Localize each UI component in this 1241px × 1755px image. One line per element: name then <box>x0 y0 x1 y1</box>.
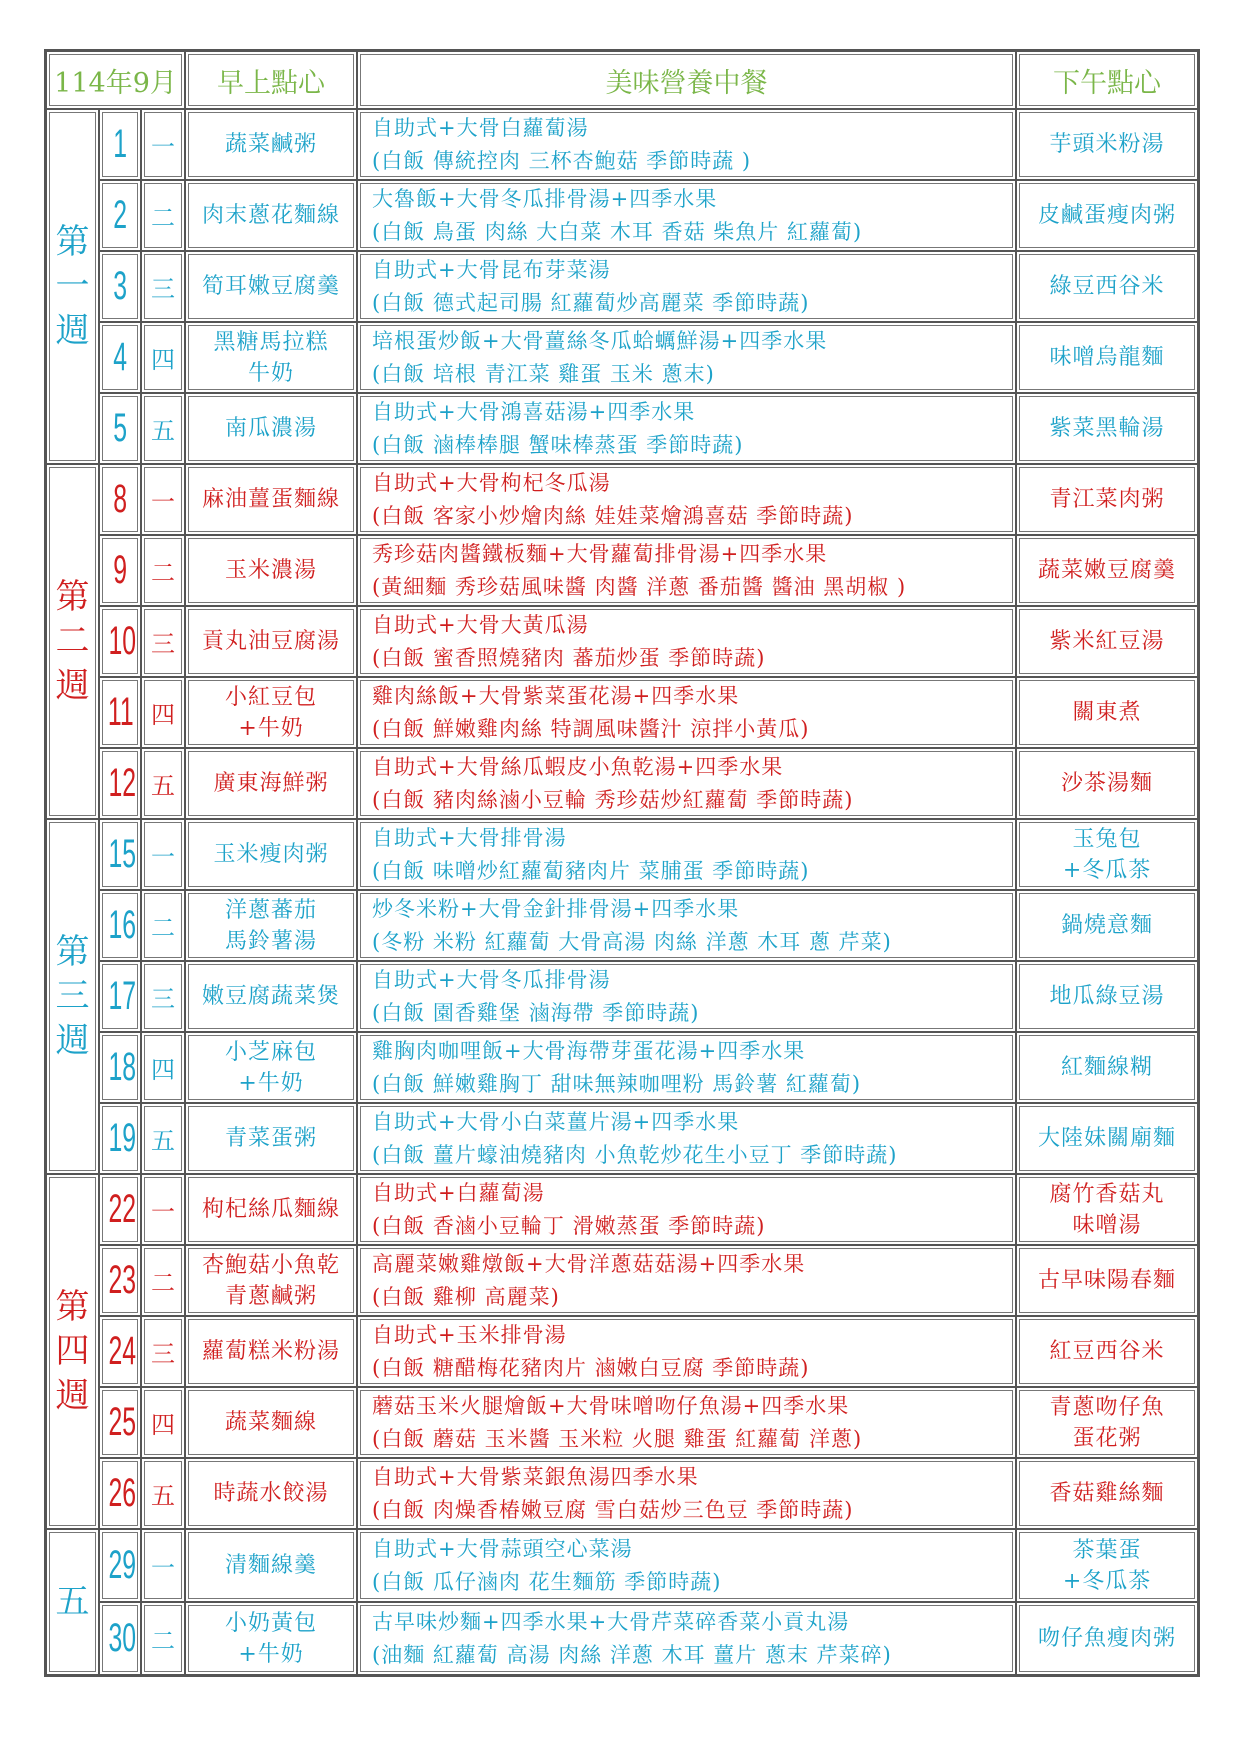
afternoon-item: 鍋燒意麵 <box>1061 913 1154 938</box>
date-number: 26 <box>108 1471 137 1515</box>
afternoon-cell <box>1016 322 1198 393</box>
date-cell <box>99 677 141 748</box>
weekday-cell: 五 <box>141 748 185 819</box>
weekday-cell: 三 <box>141 1316 185 1387</box>
week-label-char: 一 <box>55 266 90 307</box>
afternoon-item: 吻仔魚瘦肉粥 <box>1038 1626 1177 1651</box>
afternoon-cell <box>1016 535 1198 606</box>
day-row <box>46 1387 1198 1458</box>
date-number: 4 <box>113 335 127 379</box>
lunch-main: 雞肉絲飯+大骨紫菜蛋花湯+四季水果 <box>372 683 740 708</box>
afternoon-cell <box>1016 961 1198 1032</box>
date-number: 19 <box>108 1116 137 1160</box>
lunch-cell <box>357 464 1016 535</box>
lunch-main: 大魯飯+大骨冬瓜排骨湯+四季水果 <box>372 186 718 211</box>
breakfast-cell <box>185 1316 357 1387</box>
afternoon-cell <box>1016 1032 1198 1103</box>
weekday-cell: 四 <box>141 322 185 393</box>
breakfast-cell <box>185 393 357 464</box>
breakfast-item: 南瓜濃湯 <box>225 416 318 441</box>
weekday-cell: 一 <box>141 464 185 535</box>
lunch-detail: (白飯 雞柳 高麗菜) <box>372 1284 560 1309</box>
lunch-cell <box>357 180 1016 251</box>
date-number: 30 <box>108 1616 137 1660</box>
weekday-cell: 二 <box>141 1602 185 1675</box>
afternoon-item: +冬瓜茶 <box>1062 857 1152 883</box>
weekday-cell: 三 <box>141 606 185 677</box>
breakfast-item: 黑糖馬拉糕 <box>213 329 329 355</box>
week-label-char: 週 <box>55 310 90 351</box>
date-number: 1 <box>113 122 127 166</box>
week-label <box>46 819 99 1174</box>
breakfast-item: +牛奶 <box>238 1070 304 1096</box>
date-cell <box>99 890 141 961</box>
afternoon-item: 紫菜黑輪湯 <box>1049 416 1165 441</box>
date-cell <box>99 1245 141 1316</box>
menu-body <box>46 109 1198 1675</box>
week-label-char: 第 <box>55 222 90 263</box>
day-row <box>46 1529 1198 1602</box>
breakfast-item: 嫩豆腐蔬菜煲 <box>202 984 341 1009</box>
lunch-cell <box>357 677 1016 748</box>
breakfast-cell <box>185 180 357 251</box>
lunch-main: 古早味炒麵+四季水果+大骨芹菜碎香菜小貢丸湯 <box>372 1609 850 1634</box>
afternoon-item: 青江菜肉粥 <box>1049 487 1165 512</box>
breakfast-item: 馬鈴薯湯 <box>225 928 318 954</box>
breakfast-cell <box>185 606 357 677</box>
week-label <box>46 464 99 819</box>
week-label-char: 週 <box>55 665 90 706</box>
date-cell <box>99 180 141 251</box>
lunch-main: 自助式+大骨小白菜薑片湯+四季水果 <box>372 1109 740 1134</box>
week-label-char: 第 <box>55 577 90 618</box>
breakfast-cell <box>185 1032 357 1103</box>
date-cell <box>99 606 141 677</box>
breakfast-item: 玉米濃湯 <box>225 558 318 583</box>
date-cell <box>99 322 141 393</box>
breakfast-item: 時蔬水餃湯 <box>213 1481 329 1506</box>
date-number: 2 <box>113 193 127 237</box>
breakfast-item: 小芝麻包 <box>225 1039 318 1065</box>
lunch-main: 自助式+玉米排骨湯 <box>372 1322 567 1347</box>
afternoon-item: 蛋花粥 <box>1072 1425 1142 1451</box>
day-row <box>46 819 1198 890</box>
weekday-cell: 五 <box>141 1458 185 1529</box>
day-row <box>46 251 1198 322</box>
lunch-detail: (白飯 香滷小豆輪丁 滑嫩蒸蛋 季節時蔬) <box>372 1213 766 1238</box>
lunch-detail: (白飯 培根 青江菜 雞蛋 玉米 蔥末) <box>372 361 715 386</box>
lunch-detail: (白飯 肉燥香椿嫩豆腐 雪白菇炒三色豆 季節時蔬) <box>372 1497 854 1522</box>
date-number: 25 <box>108 1400 137 1444</box>
weekday-cell: 一 <box>141 1529 185 1602</box>
date-cell <box>99 393 141 464</box>
date-number: 15 <box>108 832 137 876</box>
weekday-cell: 四 <box>141 677 185 748</box>
lunch-detail: (冬粉 米粉 紅蘿蔔 大骨高湯 肉絲 洋蔥 木耳 蔥 芹菜) <box>372 929 892 954</box>
date-number: 18 <box>108 1045 137 1089</box>
lunch-main: 炒冬米粉+大骨金針排骨湯+四季水果 <box>372 896 740 921</box>
afternoon-item: 古早味陽春麵 <box>1038 1268 1177 1293</box>
afternoon-item: 腐竹香菇丸 <box>1049 1181 1165 1207</box>
lunch-detail: (白飯 鮮嫩雞胸丁 甜味無辣咖哩粉 馬鈴薯 紅蘿蔔) <box>372 1071 862 1096</box>
date-number: 10 <box>108 619 137 663</box>
date-number: 3 <box>113 264 127 308</box>
lunch-cell <box>357 535 1016 606</box>
afternoon-item: +冬瓜茶 <box>1062 1568 1152 1594</box>
lunch-main: 自助式+大骨白蘿蔔湯 <box>372 115 589 140</box>
lunch-cell <box>357 1103 1016 1174</box>
breakfast-cell <box>185 322 357 393</box>
afternoon-cell <box>1016 1387 1198 1458</box>
menu-table <box>44 49 1200 1677</box>
day-row <box>46 890 1198 961</box>
lunch-main: 自助式+大骨蒜頭空心菜湯 <box>372 1536 633 1561</box>
header-row <box>46 51 1198 109</box>
week-label <box>46 1529 99 1675</box>
breakfast-item: 麻油薑蛋麵線 <box>202 487 341 512</box>
lunch-main: 自助式+大骨排骨湯 <box>372 825 567 850</box>
day-row <box>46 464 1198 535</box>
week-label-char: 週 <box>55 1020 90 1061</box>
day-row <box>46 961 1198 1032</box>
afternoon-cell <box>1016 464 1198 535</box>
weekday-cell: 五 <box>141 1103 185 1174</box>
lunch-cell <box>357 1316 1016 1387</box>
lunch-detail: (白飯 糖醋梅花豬肉片 滷嫩白豆腐 季節時蔬) <box>372 1355 810 1380</box>
day-row <box>46 1602 1198 1675</box>
afternoon-cell <box>1016 606 1198 677</box>
lunch-cell <box>357 748 1016 819</box>
lunch-detail: (油麵 紅蘿蔔 高湯 肉絲 洋蔥 木耳 薑片 蔥末 芹菜碎) <box>372 1642 892 1667</box>
date-cell <box>99 1529 141 1602</box>
breakfast-cell <box>185 1245 357 1316</box>
lunch-detail: (白飯 客家小炒燴肉絲 娃娃菜燴鴻喜菇 季節時蔬) <box>372 503 854 528</box>
afternoon-cell <box>1016 1174 1198 1245</box>
afternoon-header: 下午點心 <box>1016 51 1198 109</box>
month-header: 114年9月 <box>46 51 185 109</box>
date-number: 29 <box>108 1543 137 1587</box>
weekday-cell: 二 <box>141 535 185 606</box>
lunch-header: 美味營養中餐 <box>357 51 1016 109</box>
breakfast-cell <box>185 251 357 322</box>
breakfast-cell <box>185 1174 357 1245</box>
breakfast-item: 筍耳嫩豆腐羹 <box>202 274 341 299</box>
afternoon-item: 香菇雞絲麵 <box>1049 1481 1165 1506</box>
lunch-main: 自助式+大骨絲瓜蝦皮小魚乾湯+四季水果 <box>372 754 784 779</box>
day-row <box>46 606 1198 677</box>
week-label-char: 第 <box>55 1287 90 1328</box>
date-number: 23 <box>108 1258 137 1302</box>
week-label-char: 三 <box>55 976 90 1017</box>
lunch-cell <box>357 251 1016 322</box>
lunch-cell <box>357 109 1016 180</box>
lunch-main: 自助式+大骨枸杞冬瓜湯 <box>372 470 611 495</box>
day-row <box>46 1032 1198 1103</box>
lunch-main: 自助式+大骨鴻喜菇湯+四季水果 <box>372 399 696 424</box>
weekday-cell: 一 <box>141 1174 185 1245</box>
date-number: 24 <box>108 1329 137 1373</box>
lunch-detail: (白飯 瓜仔滷肉 花生麵筋 季節時蔬) <box>372 1569 722 1594</box>
lunch-detail: (白飯 味噌炒紅蘿蔔豬肉片 菜脯蛋 季節時蔬) <box>372 858 810 883</box>
lunch-main: 自助式+白蘿蔔湯 <box>372 1180 545 1205</box>
day-row <box>46 1174 1198 1245</box>
breakfast-item: 杏鮑菇小魚乾 <box>202 1252 341 1278</box>
afternoon-item: 味噌烏龍麵 <box>1049 345 1165 370</box>
day-row <box>46 1245 1198 1316</box>
date-number: 9 <box>113 548 127 592</box>
date-number: 12 <box>108 761 137 805</box>
lunch-main: 自助式+大骨紫菜銀魚湯四季水果 <box>372 1464 699 1489</box>
afternoon-item: 青蔥吻仔魚 <box>1049 1394 1165 1420</box>
lunch-main: 自助式+大骨大黃瓜湯 <box>372 612 589 637</box>
breakfast-item: 洋蔥蕃茄 <box>225 897 318 923</box>
weekday-cell: 一 <box>141 109 185 180</box>
breakfast-item: 廣東海鮮粥 <box>213 771 329 796</box>
day-row <box>46 1103 1198 1174</box>
afternoon-item: 綠豆西谷米 <box>1049 274 1165 299</box>
lunch-detail: (白飯 滷棒棒腿 蟹味棒蒸蛋 季節時蔬) <box>372 432 744 457</box>
lunch-cell <box>357 606 1016 677</box>
lunch-detail: (白飯 傳統控肉 三杯杏鮑菇 季節時蔬 ) <box>372 148 752 173</box>
breakfast-cell <box>185 535 357 606</box>
lunch-main: 高麗菜嫩雞燉飯+大骨洋蔥菇菇湯+四季水果 <box>372 1251 806 1276</box>
afternoon-cell <box>1016 1316 1198 1387</box>
weekday-cell: 一 <box>141 819 185 890</box>
lunch-cell <box>357 961 1016 1032</box>
week-label-char: 四 <box>55 1331 90 1372</box>
day-row <box>46 322 1198 393</box>
breakfast-item: 小奶黃包 <box>225 1610 318 1636</box>
breakfast-cell <box>185 1387 357 1458</box>
afternoon-item: 紅麵線糊 <box>1061 1055 1154 1080</box>
breakfast-item: 蘿蔔糕米粉湯 <box>202 1339 341 1364</box>
day-row <box>46 393 1198 464</box>
breakfast-item: 小紅豆包 <box>225 684 318 710</box>
afternoon-cell <box>1016 819 1198 890</box>
breakfast-item: 蔬菜鹹粥 <box>225 132 318 157</box>
weekday-cell: 三 <box>141 961 185 1032</box>
lunch-cell <box>357 1245 1016 1316</box>
breakfast-item: +牛奶 <box>238 1641 304 1667</box>
breakfast-item: 枸杞絲瓜麵線 <box>202 1197 341 1222</box>
date-cell <box>99 1316 141 1387</box>
lunch-detail: (白飯 鳥蛋 肉絲 大白菜 木耳 香菇 柴魚片 紅蘿蔔) <box>372 219 863 244</box>
date-cell <box>99 535 141 606</box>
week-label <box>46 1174 99 1529</box>
date-cell <box>99 1458 141 1529</box>
lunch-main: 培根蛋炒飯+大骨薑絲冬瓜蛤蠣鮮湯+四季水果 <box>372 328 828 353</box>
afternoon-cell <box>1016 1103 1198 1174</box>
breakfast-cell <box>185 1458 357 1529</box>
date-cell <box>99 961 141 1032</box>
breakfast-item: 蔬菜麵線 <box>225 1410 318 1435</box>
weekday-cell: 二 <box>141 1245 185 1316</box>
afternoon-cell <box>1016 677 1198 748</box>
breakfast-cell <box>185 819 357 890</box>
day-row <box>46 180 1198 251</box>
breakfast-cell <box>185 748 357 819</box>
afternoon-cell <box>1016 748 1198 819</box>
afternoon-item: 大陸妹關廟麵 <box>1038 1126 1177 1151</box>
day-row <box>46 1316 1198 1387</box>
date-cell <box>99 1103 141 1174</box>
date-cell <box>99 819 141 890</box>
date-number: 11 <box>107 690 134 734</box>
lunch-cell <box>357 1387 1016 1458</box>
afternoon-item: 茶葉蛋 <box>1072 1537 1142 1563</box>
date-cell <box>99 464 141 535</box>
day-row <box>46 748 1198 819</box>
day-row <box>46 109 1198 180</box>
breakfast-cell <box>185 464 357 535</box>
lunch-cell <box>357 890 1016 961</box>
lunch-detail: (白飯 蜜香照燒豬肉 蕃茄炒蛋 季節時蔬) <box>372 645 766 670</box>
date-cell <box>99 1174 141 1245</box>
breakfast-item: 青蔥鹹粥 <box>225 1283 318 1309</box>
afternoon-item: 芋頭米粉湯 <box>1049 132 1165 157</box>
weekday-cell: 三 <box>141 251 185 322</box>
week-label-char: 五 <box>55 1581 90 1622</box>
weekday-cell: 四 <box>141 1032 185 1103</box>
week-label <box>46 109 99 464</box>
date-number: 5 <box>113 406 127 450</box>
lunch-main: 蘑菇玉米火腿燴飯+大骨味噌吻仔魚湯+四季水果 <box>372 1393 850 1418</box>
lunch-cell <box>357 393 1016 464</box>
lunch-cell <box>357 1529 1016 1602</box>
lunch-detail: (黃細麵 秀珍菇風味醬 肉醬 洋蔥 番茄醬 醬油 黑胡椒 ) <box>372 574 907 599</box>
afternoon-cell <box>1016 251 1198 322</box>
breakfast-cell <box>185 1602 357 1675</box>
breakfast-item: 清麵線羹 <box>225 1553 318 1578</box>
lunch-detail: (白飯 鮮嫩雞肉絲 特調風味醬汁 涼拌小黃瓜) <box>372 716 810 741</box>
breakfast-item: 玉米瘦肉粥 <box>213 842 329 867</box>
date-number: 22 <box>108 1187 137 1231</box>
lunch-main: 自助式+大骨冬瓜排骨湯 <box>372 967 611 992</box>
afternoon-item: 沙茶湯麵 <box>1061 771 1154 796</box>
afternoon-cell <box>1016 1458 1198 1529</box>
breakfast-cell <box>185 890 357 961</box>
lunch-cell <box>357 819 1016 890</box>
breakfast-item: 牛奶 <box>248 360 295 386</box>
afternoon-cell <box>1016 890 1198 961</box>
lunch-cell <box>357 1602 1016 1675</box>
afternoon-cell <box>1016 180 1198 251</box>
breakfast-cell <box>185 1529 357 1602</box>
afternoon-item: 地瓜綠豆湯 <box>1049 984 1165 1009</box>
breakfast-cell <box>185 109 357 180</box>
breakfast-cell <box>185 1103 357 1174</box>
afternoon-item: 味噌湯 <box>1072 1212 1142 1238</box>
lunch-cell <box>357 1174 1016 1245</box>
afternoon-item: 紫米紅豆湯 <box>1049 629 1165 654</box>
lunch-main: 雞胸肉咖哩飯+大骨海帶芽蛋花湯+四季水果 <box>372 1038 806 1063</box>
afternoon-item: 關東煮 <box>1072 700 1142 725</box>
breakfast-cell <box>185 961 357 1032</box>
date-cell <box>99 251 141 322</box>
lunch-cell <box>357 322 1016 393</box>
date-cell <box>99 1387 141 1458</box>
afternoon-cell <box>1016 1245 1198 1316</box>
weekday-cell: 二 <box>141 890 185 961</box>
lunch-detail: (白飯 園香雞堡 滷海帶 季節時蔬) <box>372 1000 700 1025</box>
day-row <box>46 677 1198 748</box>
lunch-main: 自助式+大骨昆布芽菜湯 <box>372 257 611 282</box>
lunch-main: 秀珍菇肉醬鐵板麵+大骨蘿蔔排骨湯+四季水果 <box>372 541 828 566</box>
lunch-detail: (白飯 蘑菇 玉米醬 玉米粒 火腿 雞蛋 紅蘿蔔 洋蔥) <box>372 1426 863 1451</box>
day-row <box>46 1458 1198 1529</box>
breakfast-item: 肉末蔥花麵線 <box>202 203 341 228</box>
lunch-cell <box>357 1458 1016 1529</box>
weekday-cell: 二 <box>141 180 185 251</box>
date-number: 17 <box>108 974 137 1018</box>
breakfast-item: 貢丸油豆腐湯 <box>202 629 341 654</box>
lunch-cell <box>357 1032 1016 1103</box>
afternoon-item: 蔬菜嫩豆腐羹 <box>1038 558 1177 583</box>
afternoon-item: 玉兔包 <box>1072 826 1142 852</box>
day-row <box>46 535 1198 606</box>
lunch-detail: (白飯 德式起司腸 紅蘿蔔炒高麗菜 季節時蔬) <box>372 290 810 315</box>
lunch-detail: (白飯 薑片蠔油燒豬肉 小魚乾炒花生小豆丁 季節時蔬) <box>372 1142 898 1167</box>
breakfast-item: +牛奶 <box>238 715 304 741</box>
week-label-char: 週 <box>55 1375 90 1416</box>
date-cell <box>99 748 141 819</box>
weekday-cell: 四 <box>141 1387 185 1458</box>
breakfast-cell <box>185 677 357 748</box>
afternoon-cell <box>1016 393 1198 464</box>
week-label-char: 第 <box>55 932 90 973</box>
breakfast-item: 青菜蛋粥 <box>225 1126 318 1151</box>
afternoon-cell <box>1016 1529 1198 1602</box>
date-cell <box>99 1032 141 1103</box>
afternoon-item: 皮鹹蛋瘦肉粥 <box>1038 203 1177 228</box>
date-number: 8 <box>113 477 127 521</box>
afternoon-cell <box>1016 1602 1198 1675</box>
date-number: 16 <box>108 903 137 947</box>
afternoon-item: 紅豆西谷米 <box>1049 1339 1165 1364</box>
breakfast-header: 早上點心 <box>185 51 357 109</box>
date-cell <box>99 1602 141 1675</box>
weekday-cell: 五 <box>141 393 185 464</box>
date-cell <box>99 109 141 180</box>
lunch-detail: (白飯 豬肉絲滷小豆輪 秀珍菇炒紅蘿蔔 季節時蔬) <box>372 787 854 812</box>
afternoon-cell <box>1016 109 1198 180</box>
week-label-char: 二 <box>55 621 90 662</box>
